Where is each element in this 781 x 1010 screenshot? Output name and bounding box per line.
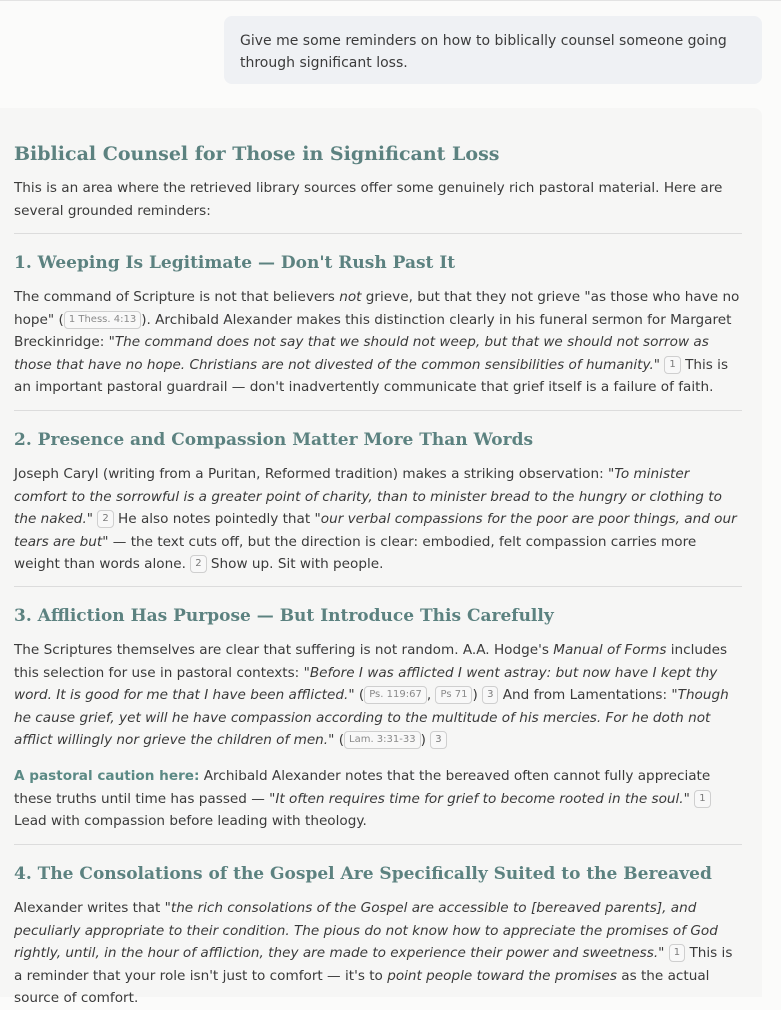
section-2-heading: 2. Presence and Compassion Matter More Than Words: [14, 430, 534, 450]
quote: "The command does not say that we should not weep, but that we should not sorrow as those that have no hope. Christians are not divested of the common sensibilities of humanity.": [14, 334, 709, 373]
top-divider: [0, 0, 781, 1]
text: includes this selection for use in pastoral contexts:: [14, 642, 728, 681]
quote: "Though he cause grief, yet will he have compassion according to the multitude of his mercies. For he doth not afflict willingly nor grieve the children of men.": [14, 687, 729, 749]
response-title: Biblical Counsel for Those in Significant Loss: [14, 143, 500, 165]
section-4-heading: 4. The Consolations of the Gospel Are Specifically Suited to the Bereaved: [14, 864, 712, 884]
caution-label: A pastoral caution here:: [14, 768, 200, 784]
section-divider: [14, 844, 742, 845]
quote: "To minister comfort to the sorrowful is a greater point of charity, than to minister bread to the hungry or clothing to the naked.": [14, 466, 722, 528]
text: And from Lamentations:: [498, 687, 672, 704]
section-divider: [14, 410, 742, 411]
text: The command of Scripture is not that believers: [14, 289, 340, 305]
section-divider: [14, 233, 742, 234]
section-4-paragraph: [14, 897, 742, 1010]
text: This is a reminder that your role isn't just to comfort — it's to: [14, 945, 733, 984]
section-3-paragraph: [14, 639, 742, 752]
scripture-reference-chip[interactable]: Ps. 119:67: [364, 686, 427, 704]
section-3-heading: 3. Affliction Has Purpose — But Introduce This Carefully: [14, 606, 554, 626]
scripture-reference-chip[interactable]: 1 Thess. 4:13: [64, 311, 141, 329]
citation-badge[interactable]: 3: [430, 731, 446, 749]
text: ). Archibald Alexander makes this distinction clearly in his funeral sermon for Margaret Breckinridge:: [14, 311, 732, 351]
text: ,: [426, 687, 436, 704]
text: Lead with compassion before leading with theology.: [14, 813, 367, 830]
section-1-heading: 1. Weeping Is Legitimate — Don't Rush Past It: [14, 253, 456, 273]
emphasis: not: [339, 289, 362, 305]
citation-badge[interactable]: 2: [97, 510, 113, 528]
text: (: [354, 687, 365, 704]
quote: "Before I was afflicted I went astray: but now have I kept thy word. It is good for me that I have been afflicted.": [14, 664, 718, 704]
text: (: [334, 732, 344, 749]
quote: "our verbal compassions for the poor are poor things, and our tears are but": [14, 511, 737, 550]
scripture-reference-chip[interactable]: Ps 71: [435, 686, 472, 704]
text: grieve, but that they not grieve "as those who have no hope" (: [14, 289, 740, 328]
text: as the actual source of comfort.: [14, 967, 710, 1007]
intro-text: This is an area where the retrieved library sources offer some genuinely rich pastoral material. Here are several grounded reminders:: [14, 180, 723, 219]
quote: "It often requires time for grief to become rooted in the soul.": [269, 790, 690, 807]
text: Show up. Sit with people.: [206, 556, 384, 573]
citation-badge[interactable]: 1: [694, 790, 710, 808]
text: ): [472, 687, 483, 704]
text: Alexander writes that: [14, 900, 165, 916]
user-message-text: Give me some reminders on how to biblically counsel someone going through significant loss.: [240, 33, 727, 71]
text: This is an important pastoral guardrail — don't inadvertently communicate that grief itself is a failure of faith.: [14, 356, 729, 396]
citation-badge[interactable]: 2: [190, 555, 206, 573]
text: Archibald Alexander notes that the bereaved often cannot fully appreciate these truths until time has passed —: [14, 768, 711, 807]
quote: "the rich consolations of the Gospel are accessible to [bereaved parents], and peculiarly appropriate to their condition. The pious do not know how to appreciate the promises of God rightly, until, in the hour of affliction, they are made to experience their power and sweetness.": [14, 900, 718, 962]
section-2-paragraph: [14, 463, 742, 576]
citation-badge[interactable]: 3: [482, 686, 498, 704]
user-message-bubble: [224, 16, 762, 84]
text: — the text cuts off, but the direction is clear: embodied, felt compassion carries more weight than words alone.: [14, 533, 697, 573]
citation-badge[interactable]: 1: [669, 944, 685, 962]
emphasis: Manual of Forms: [553, 642, 667, 658]
text: The Scriptures themselves are clear that suffering is not random. A.A. Hodge's: [14, 642, 554, 658]
text: He also notes pointedly that: [113, 511, 315, 528]
section-1-paragraph: [14, 286, 742, 399]
section-divider: [14, 586, 742, 587]
emphasis: point people toward the promises: [387, 967, 617, 984]
pastoral-caution-paragraph: [14, 765, 742, 833]
citation-badge[interactable]: 1: [664, 356, 680, 374]
text: ): [420, 732, 431, 749]
text: Joseph Caryl (writing from a Puritan, Reformed tradition) makes a striking observation:: [14, 466, 609, 482]
scripture-reference-chip[interactable]: Lam. 3:31-33: [344, 731, 421, 749]
intro-paragraph: [14, 177, 742, 222]
